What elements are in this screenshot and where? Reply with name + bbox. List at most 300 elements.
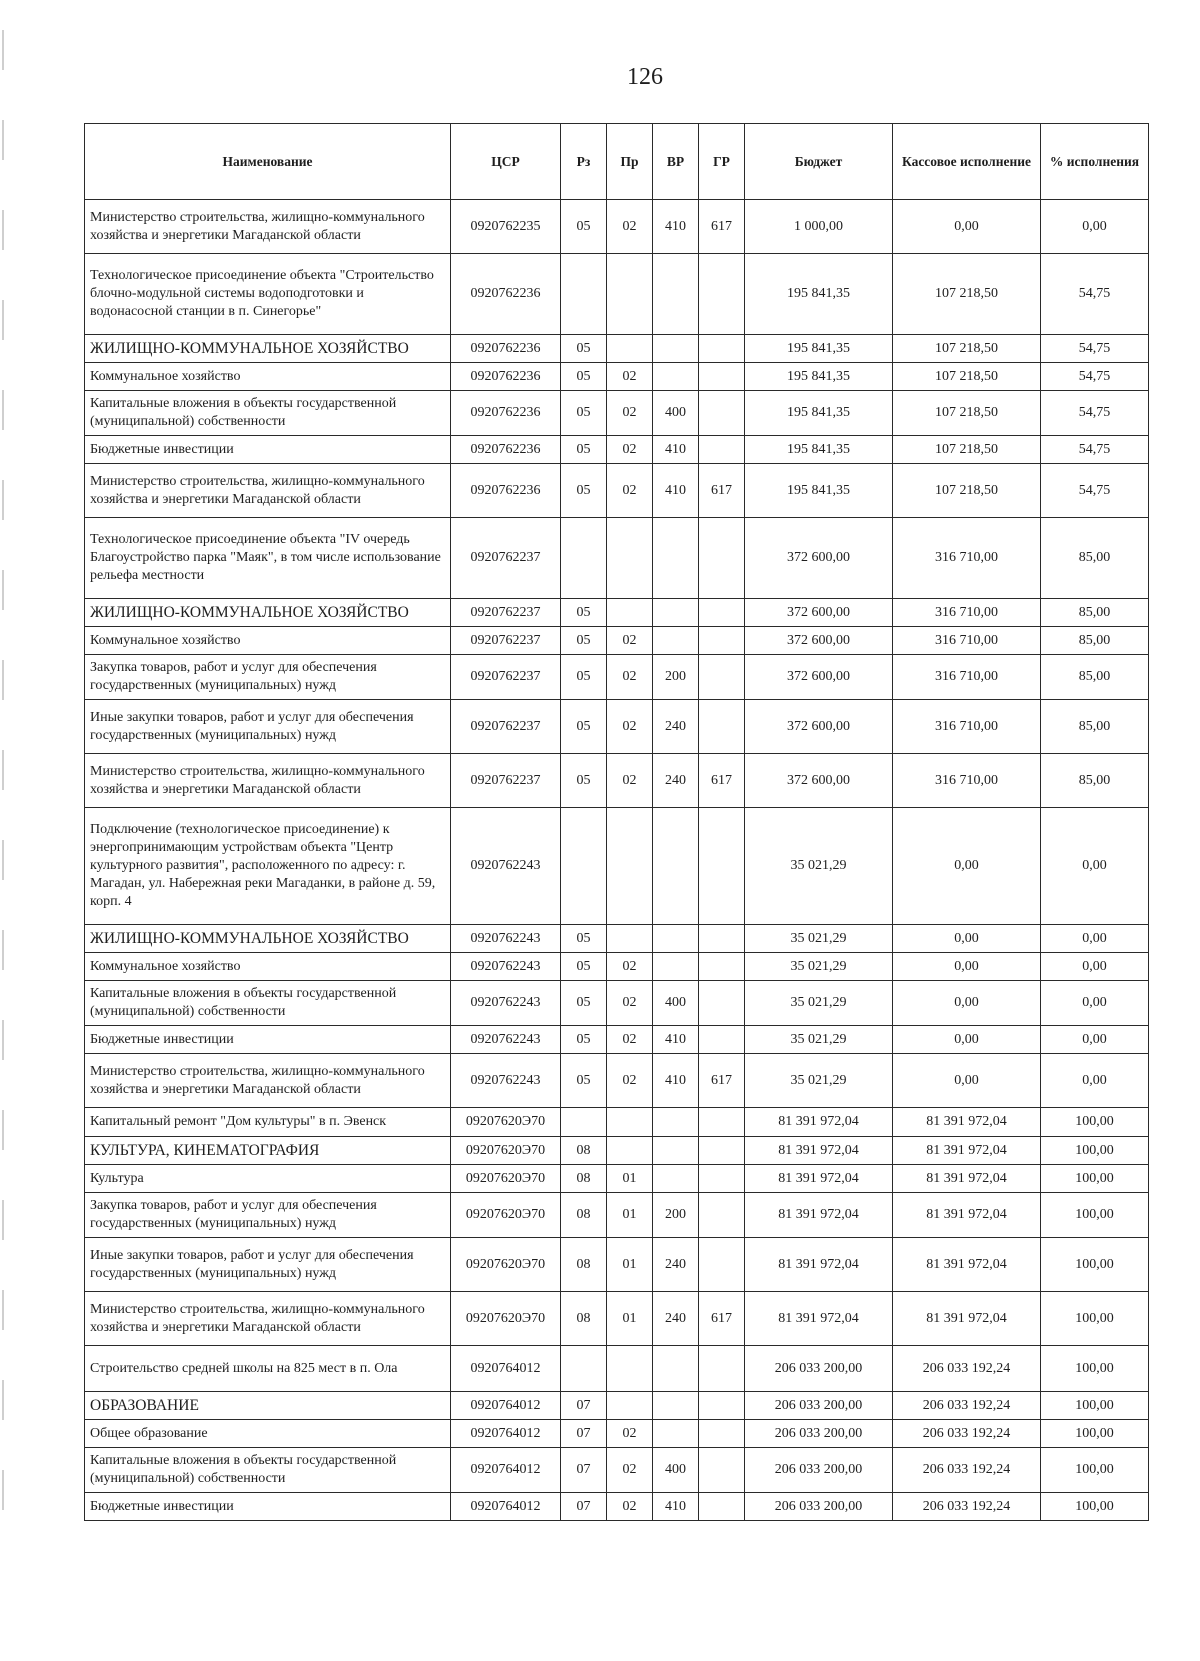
cell-cash: 316 710,00 <box>893 655 1041 700</box>
cell-cash: 206 033 192,24 <box>893 1448 1041 1493</box>
header-csr: ЦСР <box>451 124 561 200</box>
cell-pct: 100,00 <box>1041 1420 1149 1448</box>
cell-csr: 0920762237 <box>451 655 561 700</box>
cell-name: Технологическое присоединение объекта "IV очередь Благоустройство парка "Маяк", в том числе использование рельефа местности <box>85 518 451 599</box>
cell-csr: 0920762236 <box>451 254 561 335</box>
cell-cash: 0,00 <box>893 953 1041 981</box>
cell-name: Министерство строительства, жилищно-коммунального хозяйства и энергетики Магаданской области <box>85 1054 451 1108</box>
cell-rz: 05 <box>561 754 607 808</box>
cell-budget: 206 033 200,00 <box>745 1346 893 1392</box>
cell-vr: 410 <box>653 464 699 518</box>
cell-cash: 81 391 972,04 <box>893 1165 1041 1193</box>
cell-name: Коммунальное хозяйство <box>85 627 451 655</box>
cell-gr: 617 <box>699 1054 745 1108</box>
cell-name: Министерство строительства, жилищно-коммунального хозяйства и энергетики Магаданской области <box>85 464 451 518</box>
cell-rz: 08 <box>561 1165 607 1193</box>
cell-rz: 07 <box>561 1420 607 1448</box>
cell-gr <box>699 335 745 363</box>
cell-budget: 81 391 972,04 <box>745 1137 893 1165</box>
cell-budget: 81 391 972,04 <box>745 1108 893 1137</box>
cell-rz: 05 <box>561 599 607 627</box>
table-row <box>85 464 1149 518</box>
table-row <box>85 925 1149 953</box>
cell-pct: 100,00 <box>1041 1392 1149 1420</box>
table-row <box>85 627 1149 655</box>
cell-rz: 08 <box>561 1193 607 1238</box>
cell-pr: 02 <box>607 1026 653 1054</box>
cell-rz: 05 <box>561 1054 607 1108</box>
cell-csr: 0920762237 <box>451 700 561 754</box>
cell-budget: 195 841,35 <box>745 335 893 363</box>
cell-rz: 05 <box>561 953 607 981</box>
cell-pr: 01 <box>607 1238 653 1292</box>
table-row <box>85 1026 1149 1054</box>
cell-pct: 54,75 <box>1041 335 1149 363</box>
cell-name: ЖИЛИЩНО-КОММУНАЛЬНОЕ ХОЗЯЙСТВО <box>85 335 451 363</box>
cell-vr <box>653 1137 699 1165</box>
cell-csr: 0920762236 <box>451 464 561 518</box>
cell-gr <box>699 655 745 700</box>
cell-pct: 85,00 <box>1041 599 1149 627</box>
cell-pct: 85,00 <box>1041 627 1149 655</box>
cell-vr <box>653 518 699 599</box>
cell-vr: 400 <box>653 981 699 1026</box>
cell-cash: 206 033 192,24 <box>893 1392 1041 1420</box>
cell-vr <box>653 1346 699 1392</box>
cell-pct: 100,00 <box>1041 1193 1149 1238</box>
cell-pr <box>607 1346 653 1392</box>
cell-rz: 05 <box>561 335 607 363</box>
cell-csr: 0920764012 <box>451 1392 561 1420</box>
cell-pct: 85,00 <box>1041 518 1149 599</box>
cell-cash: 107 218,50 <box>893 335 1041 363</box>
cell-name: Капитальные вложения в объекты государственной (муниципальной) собственности <box>85 391 451 436</box>
table-row <box>85 1392 1149 1420</box>
table-row <box>85 335 1149 363</box>
cell-budget: 81 391 972,04 <box>745 1165 893 1193</box>
cell-budget: 206 033 200,00 <box>745 1392 893 1420</box>
cell-csr: 0920762236 <box>451 436 561 464</box>
cell-csr: 09207620Э70 <box>451 1292 561 1346</box>
cell-pct: 100,00 <box>1041 1493 1149 1521</box>
cell-rz: 05 <box>561 363 607 391</box>
cell-cash: 81 391 972,04 <box>893 1193 1041 1238</box>
cell-vr <box>653 1165 699 1193</box>
cell-name: ЖИЛИЩНО-КОММУНАЛЬНОЕ ХОЗЯЙСТВО <box>85 599 451 627</box>
cell-gr: 617 <box>699 754 745 808</box>
cell-budget: 195 841,35 <box>745 254 893 335</box>
scan-margin-marks <box>2 30 4 1530</box>
cell-csr: 0920762243 <box>451 925 561 953</box>
cell-pct: 100,00 <box>1041 1448 1149 1493</box>
cell-cash: 0,00 <box>893 925 1041 953</box>
cell-csr: 0920762237 <box>451 599 561 627</box>
cell-vr: 410 <box>653 1054 699 1108</box>
cell-csr: 0920762243 <box>451 808 561 925</box>
header-vr: ВР <box>653 124 699 200</box>
cell-name: Министерство строительства, жилищно-коммунального хозяйства и энергетики Магаданской области <box>85 754 451 808</box>
cell-csr: 0920762243 <box>451 1026 561 1054</box>
cell-vr <box>653 363 699 391</box>
cell-cash: 107 218,50 <box>893 254 1041 335</box>
cell-gr <box>699 599 745 627</box>
cell-rz: 05 <box>561 436 607 464</box>
header-gr: ГР <box>699 124 745 200</box>
cell-pct: 0,00 <box>1041 925 1149 953</box>
cell-vr: 240 <box>653 754 699 808</box>
cell-vr <box>653 1108 699 1137</box>
cell-budget: 35 021,29 <box>745 953 893 981</box>
cell-cash: 206 033 192,24 <box>893 1420 1041 1448</box>
cell-name: Бюджетные инвестиции <box>85 436 451 464</box>
cell-pct: 100,00 <box>1041 1165 1149 1193</box>
cell-pr: 02 <box>607 981 653 1026</box>
cell-name: Культура <box>85 1165 451 1193</box>
cell-csr: 0920762236 <box>451 335 561 363</box>
cell-pct: 100,00 <box>1041 1292 1149 1346</box>
cell-gr <box>699 808 745 925</box>
cell-vr <box>653 1392 699 1420</box>
cell-vr: 200 <box>653 1193 699 1238</box>
cell-cash: 0,00 <box>893 808 1041 925</box>
cell-pr <box>607 925 653 953</box>
cell-pct: 0,00 <box>1041 1026 1149 1054</box>
cell-pr: 01 <box>607 1193 653 1238</box>
cell-vr: 410 <box>653 436 699 464</box>
table-header-row <box>85 124 1149 200</box>
table-row <box>85 1054 1149 1108</box>
cell-pct: 85,00 <box>1041 754 1149 808</box>
cell-cash: 316 710,00 <box>893 518 1041 599</box>
cell-budget: 195 841,35 <box>745 363 893 391</box>
cell-cash: 107 218,50 <box>893 464 1041 518</box>
cell-pr: 01 <box>607 1165 653 1193</box>
cell-csr: 09207620Э70 <box>451 1137 561 1165</box>
cell-cash: 81 391 972,04 <box>893 1238 1041 1292</box>
cell-pct: 0,00 <box>1041 808 1149 925</box>
cell-pr <box>607 1108 653 1137</box>
cell-cash: 0,00 <box>893 200 1041 254</box>
cell-cash: 81 391 972,04 <box>893 1292 1041 1346</box>
table-row <box>85 754 1149 808</box>
cell-pct: 54,75 <box>1041 391 1149 436</box>
cell-vr <box>653 1420 699 1448</box>
cell-cash: 316 710,00 <box>893 599 1041 627</box>
table-body <box>85 200 1149 1521</box>
cell-pr <box>607 599 653 627</box>
cell-csr: 0920762236 <box>451 363 561 391</box>
cell-rz <box>561 1346 607 1392</box>
cell-rz <box>561 254 607 335</box>
cell-name: Иные закупки товаров, работ и услуг для обеспечения государственных (муниципальных) нужд <box>85 1238 451 1292</box>
cell-budget: 372 600,00 <box>745 655 893 700</box>
table-row <box>85 700 1149 754</box>
cell-pct: 54,75 <box>1041 363 1149 391</box>
cell-budget: 206 033 200,00 <box>745 1493 893 1521</box>
cell-pr <box>607 335 653 363</box>
cell-vr <box>653 953 699 981</box>
cell-name: Иные закупки товаров, работ и услуг для обеспечения государственных (муниципальных) нужд <box>85 700 451 754</box>
cell-pr <box>607 518 653 599</box>
cell-gr <box>699 436 745 464</box>
table-row <box>85 436 1149 464</box>
cell-pr <box>607 254 653 335</box>
cell-budget: 81 391 972,04 <box>745 1193 893 1238</box>
page-number: 126 <box>627 64 663 90</box>
cell-rz: 05 <box>561 391 607 436</box>
header-rz: Рз <box>561 124 607 200</box>
cell-gr <box>699 1420 745 1448</box>
cell-rz: 07 <box>561 1448 607 1493</box>
table-row <box>85 655 1149 700</box>
cell-name: Закупка товаров, работ и услуг для обеспечения государственных (муниципальных) нужд <box>85 655 451 700</box>
cell-name: Капитальные вложения в объекты государственной (муниципальной) собственности <box>85 1448 451 1493</box>
cell-pct: 100,00 <box>1041 1346 1149 1392</box>
cell-rz <box>561 1108 607 1137</box>
table-row <box>85 1108 1149 1137</box>
cell-csr: 09207620Э70 <box>451 1238 561 1292</box>
cell-gr <box>699 953 745 981</box>
cell-cash: 206 033 192,24 <box>893 1493 1041 1521</box>
header-cash-execution: Кассовое исполнение <box>893 124 1041 200</box>
cell-gr <box>699 925 745 953</box>
cell-csr: 09207620Э70 <box>451 1108 561 1137</box>
cell-vr <box>653 599 699 627</box>
table-row <box>85 1193 1149 1238</box>
cell-gr: 617 <box>699 200 745 254</box>
cell-vr: 410 <box>653 1026 699 1054</box>
cell-name: Капитальные вложения в объекты государственной (муниципальной) собственности <box>85 981 451 1026</box>
cell-pct: 100,00 <box>1041 1238 1149 1292</box>
cell-budget: 35 021,29 <box>745 981 893 1026</box>
table-row <box>85 391 1149 436</box>
cell-csr: 0920762243 <box>451 953 561 981</box>
cell-name: Коммунальное хозяйство <box>85 953 451 981</box>
cell-csr: 09207620Э70 <box>451 1193 561 1238</box>
cell-cash: 206 033 192,24 <box>893 1346 1041 1392</box>
cell-budget: 1 000,00 <box>745 200 893 254</box>
cell-name: ЖИЛИЩНО-КОММУНАЛЬНОЕ ХОЗЯЙСТВО <box>85 925 451 953</box>
cell-pct: 54,75 <box>1041 436 1149 464</box>
cell-csr: 0920762237 <box>451 627 561 655</box>
table-row <box>85 1238 1149 1292</box>
cell-budget: 372 600,00 <box>745 518 893 599</box>
cell-budget: 35 021,29 <box>745 925 893 953</box>
cell-rz <box>561 808 607 925</box>
table-row <box>85 1346 1149 1392</box>
cell-rz: 05 <box>561 627 607 655</box>
cell-pr: 02 <box>607 953 653 981</box>
cell-pct: 0,00 <box>1041 200 1149 254</box>
cell-rz: 08 <box>561 1292 607 1346</box>
cell-budget: 81 391 972,04 <box>745 1238 893 1292</box>
cell-name: Бюджетные инвестиции <box>85 1026 451 1054</box>
table-row <box>85 1420 1149 1448</box>
cell-rz: 05 <box>561 925 607 953</box>
cell-vr <box>653 808 699 925</box>
cell-cash: 81 391 972,04 <box>893 1108 1041 1137</box>
cell-pct: 0,00 <box>1041 1054 1149 1108</box>
cell-name: Капитальный ремонт "Дом культуры" в п. Эвенск <box>85 1108 451 1137</box>
cell-gr <box>699 1346 745 1392</box>
cell-name: Коммунальное хозяйство <box>85 363 451 391</box>
cell-name: Подключение (технологическое присоединение) к энергопринимающим устройствам объекта "Центр культурного развития", расположенного по адресу: г. Магадан, ул. Набережная реки Магаданки, в районе д. 59, корп. 4 <box>85 808 451 925</box>
cell-name: Строительство средней школы на 825 мест в п. Ола <box>85 1346 451 1392</box>
cell-pr: 02 <box>607 1054 653 1108</box>
header-budget: Бюджет <box>745 124 893 200</box>
cell-gr <box>699 1108 745 1137</box>
cell-cash: 316 710,00 <box>893 627 1041 655</box>
cell-rz <box>561 518 607 599</box>
table-row <box>85 518 1149 599</box>
cell-pr: 02 <box>607 627 653 655</box>
cell-pr: 02 <box>607 391 653 436</box>
cell-gr <box>699 1193 745 1238</box>
cell-gr: 617 <box>699 1292 745 1346</box>
cell-budget: 372 600,00 <box>745 754 893 808</box>
cell-vr: 200 <box>653 655 699 700</box>
header-percent-execution: % исполнения <box>1041 124 1149 200</box>
cell-pr: 02 <box>607 436 653 464</box>
cell-budget: 35 021,29 <box>745 808 893 925</box>
cell-name: КУЛЬТУРА, КИНЕМАТОГРАФИЯ <box>85 1137 451 1165</box>
table-row <box>85 363 1149 391</box>
cell-vr <box>653 925 699 953</box>
cell-cash: 107 218,50 <box>893 363 1041 391</box>
cell-cash: 107 218,50 <box>893 436 1041 464</box>
cell-pct: 100,00 <box>1041 1137 1149 1165</box>
table-row <box>85 254 1149 335</box>
cell-gr <box>699 1392 745 1420</box>
cell-budget: 372 600,00 <box>745 700 893 754</box>
cell-gr <box>699 700 745 754</box>
cell-vr: 240 <box>653 1292 699 1346</box>
cell-gr <box>699 1238 745 1292</box>
cell-gr <box>699 1026 745 1054</box>
cell-csr: 0920762243 <box>451 1054 561 1108</box>
cell-pct: 54,75 <box>1041 254 1149 335</box>
cell-name: ОБРАЗОВАНИЕ <box>85 1392 451 1420</box>
cell-name: Министерство строительства, жилищно-коммунального хозяйства и энергетики Магаданской области <box>85 200 451 254</box>
cell-pct: 100,00 <box>1041 1108 1149 1137</box>
cell-budget: 372 600,00 <box>745 599 893 627</box>
cell-name: Министерство строительства, жилищно-коммунального хозяйства и энергетики Магаданской области <box>85 1292 451 1346</box>
cell-name: Общее образование <box>85 1420 451 1448</box>
table-row <box>85 1137 1149 1165</box>
cell-rz: 05 <box>561 464 607 518</box>
cell-pr: 02 <box>607 655 653 700</box>
cell-csr: 0920762237 <box>451 754 561 808</box>
cell-cash: 81 391 972,04 <box>893 1137 1041 1165</box>
cell-budget: 35 021,29 <box>745 1026 893 1054</box>
cell-rz: 07 <box>561 1392 607 1420</box>
cell-cash: 0,00 <box>893 981 1041 1026</box>
cell-pr: 02 <box>607 754 653 808</box>
table-row <box>85 1493 1149 1521</box>
cell-pct: 0,00 <box>1041 953 1149 981</box>
cell-gr <box>699 981 745 1026</box>
cell-gr: 617 <box>699 464 745 518</box>
cell-vr: 240 <box>653 700 699 754</box>
cell-gr <box>699 1448 745 1493</box>
cell-cash: 316 710,00 <box>893 754 1041 808</box>
cell-vr <box>653 335 699 363</box>
cell-rz: 07 <box>561 1493 607 1521</box>
cell-gr <box>699 518 745 599</box>
cell-csr: 09207620Э70 <box>451 1165 561 1193</box>
cell-pr: 02 <box>607 1420 653 1448</box>
header-pr: Пр <box>607 124 653 200</box>
cell-budget: 35 021,29 <box>745 1054 893 1108</box>
table-row <box>85 1165 1149 1193</box>
cell-rz: 08 <box>561 1238 607 1292</box>
cell-rz: 05 <box>561 981 607 1026</box>
cell-vr: 240 <box>653 1238 699 1292</box>
cell-cash: 0,00 <box>893 1026 1041 1054</box>
table-row <box>85 808 1149 925</box>
cell-budget: 206 033 200,00 <box>745 1448 893 1493</box>
cell-csr: 0920762243 <box>451 981 561 1026</box>
cell-rz: 05 <box>561 200 607 254</box>
cell-csr: 0920764012 <box>451 1448 561 1493</box>
cell-vr <box>653 254 699 335</box>
cell-cash: 107 218,50 <box>893 391 1041 436</box>
cell-cash: 316 710,00 <box>893 700 1041 754</box>
cell-pr: 01 <box>607 1292 653 1346</box>
cell-budget: 206 033 200,00 <box>745 1420 893 1448</box>
cell-budget: 81 391 972,04 <box>745 1292 893 1346</box>
cell-csr: 0920762236 <box>451 391 561 436</box>
cell-pct: 85,00 <box>1041 655 1149 700</box>
cell-vr: 410 <box>653 1493 699 1521</box>
cell-vr: 400 <box>653 391 699 436</box>
cell-pct: 54,75 <box>1041 464 1149 518</box>
cell-vr: 400 <box>653 1448 699 1493</box>
cell-gr <box>699 1165 745 1193</box>
cell-name: Закупка товаров, работ и услуг для обеспечения государственных (муниципальных) нужд <box>85 1193 451 1238</box>
cell-pr: 02 <box>607 1493 653 1521</box>
cell-rz: 08 <box>561 1137 607 1165</box>
cell-csr: 0920762237 <box>451 518 561 599</box>
cell-cash: 0,00 <box>893 1054 1041 1108</box>
cell-csr: 0920764012 <box>451 1346 561 1392</box>
cell-budget: 195 841,35 <box>745 436 893 464</box>
cell-csr: 0920764012 <box>451 1420 561 1448</box>
cell-budget: 195 841,35 <box>745 464 893 518</box>
cell-gr <box>699 1493 745 1521</box>
table-row <box>85 1292 1149 1346</box>
cell-rz: 05 <box>561 1026 607 1054</box>
cell-pr: 02 <box>607 1448 653 1493</box>
cell-gr <box>699 1137 745 1165</box>
cell-pr: 02 <box>607 464 653 518</box>
cell-pct: 85,00 <box>1041 700 1149 754</box>
cell-csr: 0920764012 <box>451 1493 561 1521</box>
table-row <box>85 981 1149 1026</box>
cell-budget: 372 600,00 <box>745 627 893 655</box>
table-row <box>85 200 1149 254</box>
cell-gr <box>699 391 745 436</box>
cell-pr <box>607 808 653 925</box>
cell-pr: 02 <box>607 700 653 754</box>
cell-rz: 05 <box>561 700 607 754</box>
cell-pct: 0,00 <box>1041 981 1149 1026</box>
header-name: Наименование <box>85 124 451 200</box>
table-row <box>85 599 1149 627</box>
cell-pr <box>607 1137 653 1165</box>
cell-name: Технологическое присоединение объекта "Строительство блочно-модульной системы водоподготовки и водонасосной станции в п. Синегорье" <box>85 254 451 335</box>
cell-vr: 410 <box>653 200 699 254</box>
